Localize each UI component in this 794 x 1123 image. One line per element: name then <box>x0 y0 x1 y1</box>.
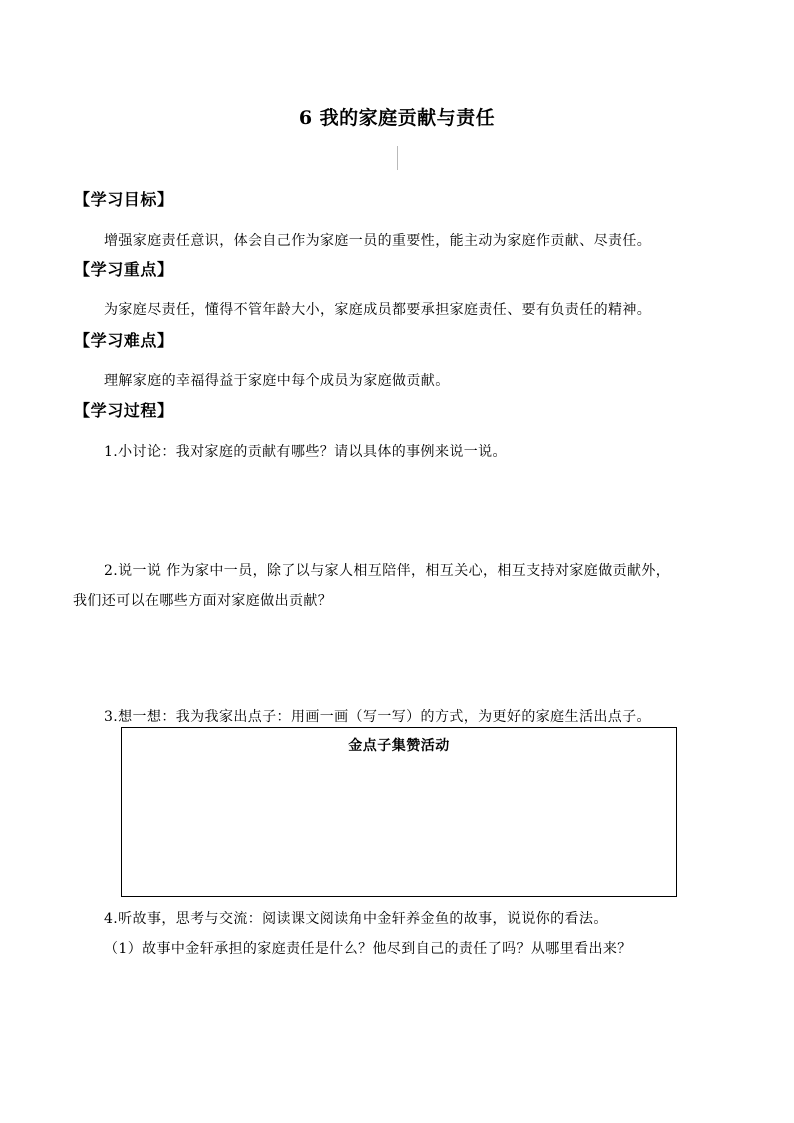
learning-goal-text: 增强家庭责任意识，体会自己作为家庭一员的重要性，能主动为家庭作贡献、尽责任。 <box>104 233 652 249</box>
learning-focus-text: 为家庭尽责任，懂得不管年龄大小，家庭成员都要承担家庭责任、要有负责任的精神。 <box>104 302 652 318</box>
question-4: 4.听故事，思考与交流：阅读课文阅读角中金轩养金鱼的故事，说说你的看法。 <box>104 911 608 927</box>
question-3: 3.想一想：我为我家出点子：用画一画（写一写）的方式，为更好的家庭生活出点子。 <box>104 709 651 725</box>
heading-learning-difficulty: 【学习难点】 <box>74 331 174 350</box>
text-cursor-marker <box>397 146 398 170</box>
learning-difficulty-text: 理解家庭的幸福得益于家庭中每个成员为家庭做贡献。 <box>104 373 450 389</box>
question-2-line-2: 我们还可以在哪些方面对家庭做出贡献？ <box>73 593 333 609</box>
heading-learning-process: 【学习过程】 <box>74 401 174 420</box>
document-title: 6 我的家庭贡献与责任 <box>298 107 496 129</box>
answer-box-title: 金点子集赞活动 <box>348 738 450 754</box>
question-4-sub-1: （1）故事中金轩承担的家庭责任是什么？他尽到自己的责任了吗？从哪里看出来？ <box>104 941 632 957</box>
heading-learning-focus: 【学习重点】 <box>74 260 174 279</box>
heading-learning-goal: 【学习目标】 <box>74 190 174 209</box>
answer-box[interactable] <box>121 727 677 897</box>
question-1: 1.小讨论：我对家庭的贡献有哪些？请以具体的事例来说一说。 <box>104 444 507 460</box>
question-2-line-1: 2.说一说 作为家中一员，除了以与家人相互陪伴，相互关心，相互支持对家庭做贡献外， <box>104 563 671 579</box>
